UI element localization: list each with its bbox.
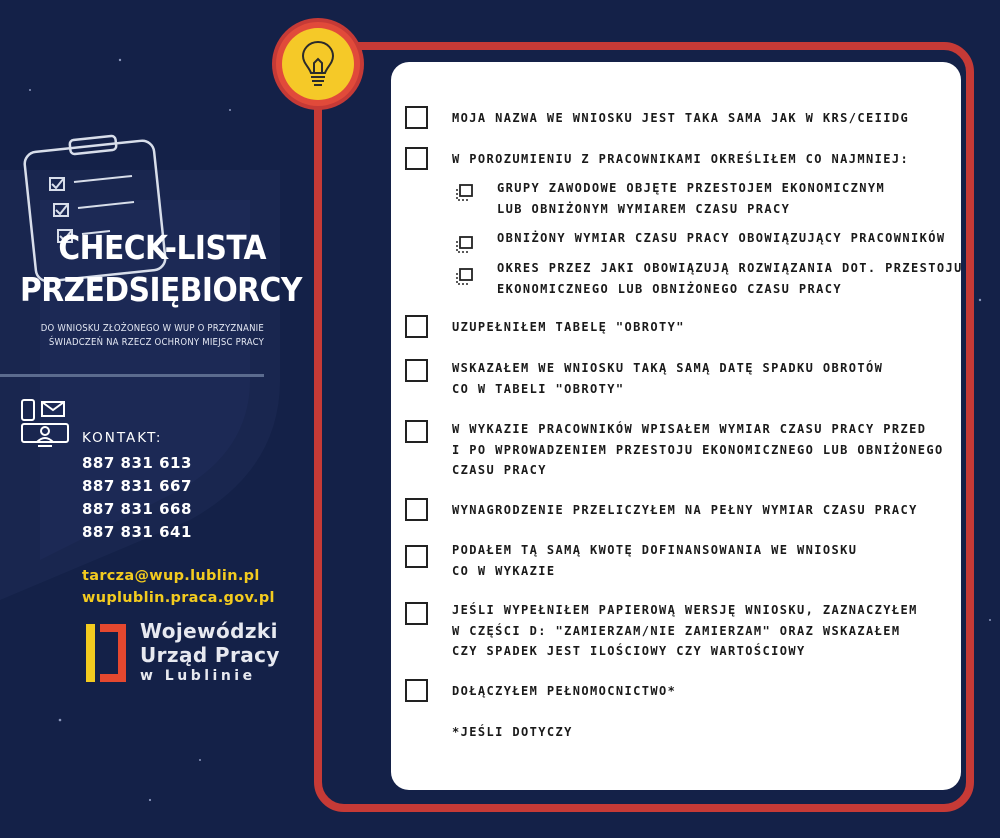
logo-line2: Urząd Pracy: [140, 643, 280, 667]
phone-number[interactable]: 887 831 668: [82, 500, 192, 518]
page-title-line1: CHECK-LISTA: [58, 228, 266, 267]
checklist-subitem: GRUPY ZAWODOWE OBJĘTE PRZESTOJEM EKONOMICZNYM LUB OBNIŻONYM WYMIAREM CZASU PRACY: [497, 181, 886, 216]
checklist-item: W POROZUMIENIU Z PRACOWNIKAMI OKREŚLIŁEM CO NAJMNIEJ:: [452, 152, 910, 166]
contact-icon: [18, 396, 72, 450]
contact-label: KONTAKT:: [82, 430, 163, 446]
checklist-item: JEŚLI WYPEŁNIŁEM PAPIEROWĄ WERSJĘ WNIOSKU, ZAZNACZYŁEM W CZĘŚCI D: "ZAMIERZAM/NIE ZAMIERZAM" ORAZ WSKAZAŁEM CZY SPADEK JEST ILOŚCIOWY CZY WARTOŚCIOWY: [452, 603, 918, 658]
subtitle-line1: DO WNIOSKU ZŁOŻONEGO W WUP O PRZYZNANIE: [40, 323, 264, 334]
phone-number[interactable]: 887 831 613: [82, 454, 192, 472]
phone-number[interactable]: 887 831 667: [82, 477, 192, 495]
checklist-item: W WYKAZIE PRACOWNIKÓW WPISAŁEM WYMIAR CZASU PRACY PRZED I PO WPROWADZENIEM PRZESTOJU EKONOMICZNEGO LUB OBNIŻONEGO CZASU PRACY: [452, 422, 944, 477]
checkbox[interactable]: [405, 420, 428, 443]
checkbox[interactable]: [405, 679, 428, 702]
page-subtitle: [18, 322, 264, 350]
sub-checkbox-icon: [455, 268, 473, 286]
page-title-line2: PRZEDSIĘBIORCY: [20, 270, 302, 309]
checklist-item: MOJA NAZWA WE WNIOSKU JEST TAKA SAMA JAK W KRS/CEIIDG: [452, 111, 910, 125]
subtitle-line2: ŚWIADCZEŃ NA RZECZ OCHRONY MIEJSC PRACY: [48, 337, 264, 348]
checklist-subitem: OKRES PRZEZ JAKI OBOWIĄZUJĄ ROZWIĄZANIA DOT. PRZESTOJU EKONOMICZNEGO LUB OBNIŻONEGO CZASU PRACY: [497, 261, 963, 296]
checkbox[interactable]: [405, 545, 428, 568]
wup-logo-icon: [86, 624, 126, 682]
checkbox[interactable]: [405, 498, 428, 521]
checklist-item: PODAŁEM TĄ SAMĄ KWOTĘ DOFINANSOWANIA WE WNIOSKU CO W WYKAZIE: [452, 543, 858, 578]
checklist-subitem: OBNIŻONY WYMIAR CZASU PRACY OBOWIĄZUJĄCY PRACOWNIKÓW: [497, 231, 946, 245]
checkbox[interactable]: [405, 315, 428, 338]
checkbox[interactable]: [405, 359, 428, 382]
lightbulb-icon: [268, 14, 368, 114]
logo-line1: Wojewódzki: [140, 619, 278, 643]
checkbox[interactable]: [405, 602, 428, 625]
checkbox[interactable]: [405, 106, 428, 129]
checklist-item: WYNAGRODZENIE PRZELICZYŁEM NA PEŁNY WYMIAR CZASU PRACY: [452, 503, 918, 517]
logo-line3: w Lublinie: [140, 668, 256, 684]
website-link[interactable]: wuplublin.praca.gov.pl: [82, 590, 275, 606]
email-link[interactable]: tarcza@wup.lublin.pl: [82, 568, 260, 584]
footnote: *JEŚLI DOTYCZY: [452, 725, 573, 739]
checkbox[interactable]: [405, 147, 428, 170]
sub-checkbox-icon: [455, 184, 473, 202]
checklist-item: DOŁĄCZYŁEM PEŁNOMOCNICTWO*: [452, 684, 677, 698]
phone-number[interactable]: 887 831 641: [82, 523, 192, 541]
sub-checkbox-icon: [455, 236, 473, 254]
checklist-item: UZUPEŁNIŁEM TABELĘ "OBROTY": [452, 320, 685, 334]
checklist-item: WSKAZAŁEM WE WNIOSKU TAKĄ SAMĄ DATĘ SPADKU OBROTÓW CO W TABELI "OBROTY": [452, 361, 884, 396]
divider: [0, 374, 264, 377]
